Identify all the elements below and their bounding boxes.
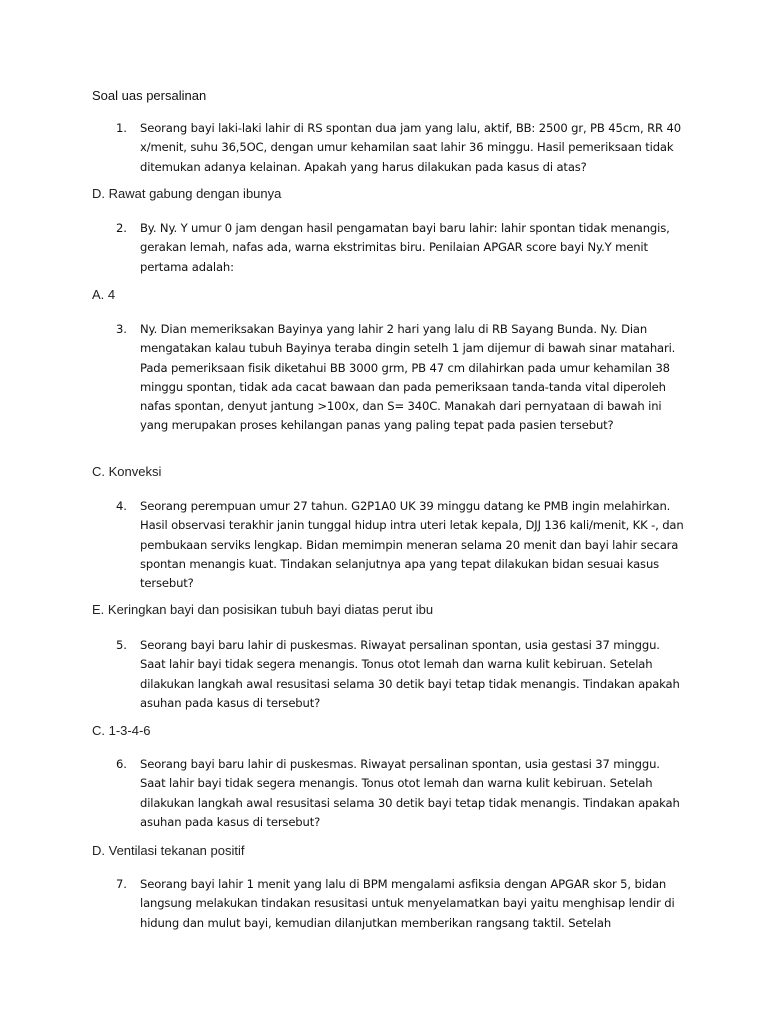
question-number: 3. [116, 322, 127, 336]
question-number: 2. [116, 221, 127, 235]
document-title: Soal uas persalinan [92, 88, 207, 103]
question-text: Ny. Dian memeriksakan Bayinya yang lahir 2 hari yang lalu di RB Sayang Bunda. Ny. Dian mengatakan kalau tubuh Bayinya teraba dingin setelh 1 jam dijemur di bawah sinar matahari. Pada pemeriksaan fisik diketahui BB 3000 grm, PB 47 cm dilahirkan pada umur kehamilan 38 minggu spontan, tidak ada cacat bawaan dan pada pemeriksaan tanda-tanda vital diperoleh nafas spontan, denyut jantung >100x, dan S= 340C. Manakah dari pernyataan di bawah ini yang merupakan proses kehilangan panas yang paling tepat pada pasien tersebut? [140, 322, 676, 433]
question-text: Seorang bayi baru lahir di puskesmas. Riwayat persalinan spontan, usia gestasi 37 minggu. Saat lahir bayi tidak segera menangis. Tonus otot lemah dan warna kulit kebiruan. Setelah dilakukan langkah awal resusitasi selama 30 detik bayi tetap tidak menangis. Tindakan apakah asuhan pada kasus di tersebut? [140, 638, 680, 710]
question-3 [116, 320, 686, 436]
answer-3: C. Konveksi [92, 464, 162, 479]
answer-5: C. 1-3-4-6 [92, 723, 151, 738]
question-6 [116, 755, 686, 832]
question-4 [116, 497, 686, 593]
answer-4: E. Keringkan bayi dan posisikan tubuh bayi diatas perut ibu [92, 602, 434, 617]
answer-6: D. Ventilasi tekanan positif [92, 843, 245, 858]
question-number: 7. [116, 877, 127, 891]
question-1 [116, 119, 686, 177]
question-7 [116, 875, 686, 933]
question-text: Seorang bayi laki-laki lahir di RS spontan dua jam yang lalu, aktif, BB: 2500 gr, PB 45cm, RR 40 x/menit, suhu 36,5OC, dengan umur kehamilan saat lahir 36 minggu. Hasil pemeriksaan tidak ditemukan adanya kelainan. Apakah yang harus dilakukan pada kasus di atas? [140, 121, 681, 174]
answer-1: D. Rawat gabung dengan ibunya [92, 186, 282, 201]
question-number: 5. [116, 638, 127, 652]
question-text: Seorang bayi lahir 1 menit yang lalu di BPM mengalami asfiksia dengan APGAR skor 5, bidan langsung melakukan tindakan resusitasi untuk menyelamatkan bayi yaitu menghisap lendir di hidung dan mulut bayi, kemudian dilanjutkan memberikan rangsang taktil. Setelah [140, 877, 675, 930]
question-number: 6. [116, 757, 127, 771]
question-number: 4. [116, 499, 127, 513]
question-number: 1. [116, 121, 127, 135]
question-text: Seorang perempuan umur 27 tahun. G2P1A0 UK 39 minggu datang ke PMB ingin melahirkan. Hasil observasi terakhir janin tunggal hidup intra uteri letak kepala, DJJ 136 kali/menit, KK -, dan pembukaan serviks lengkap. Bidan memimpin meneran selama 20 menit dan bayi lahir secara spontan menangis kuat. Tindakan selanjutnya apa yang tepat dilakukan bidan sesuai kasus tersebut? [140, 499, 684, 591]
question-text: By. Ny. Y umur 0 jam dengan hasil pengamatan bayi baru lahir: lahir spontan tidak menangis, gerakan lemah, nafas ada, warna ekstrimitas biru. Penilaian APGAR score bayi Ny.Y menit pertama adalah: [140, 221, 670, 274]
question-2 [116, 219, 686, 277]
question-5 [116, 636, 686, 713]
answer-2: A. 4 [92, 287, 116, 302]
question-text: Seorang bayi baru lahir di puskesmas. Riwayat persalinan spontan, usia gestasi 37 minggu. Saat lahir bayi tidak segera menangis. Tonus otot lemah dan warna kulit kebiruan. Setelah dilakukan langkah awal resusitasi selama 30 detik bayi tetap tidak menangis. Tindakan apakah asuhan pada kasus di tersebut? [140, 757, 680, 829]
